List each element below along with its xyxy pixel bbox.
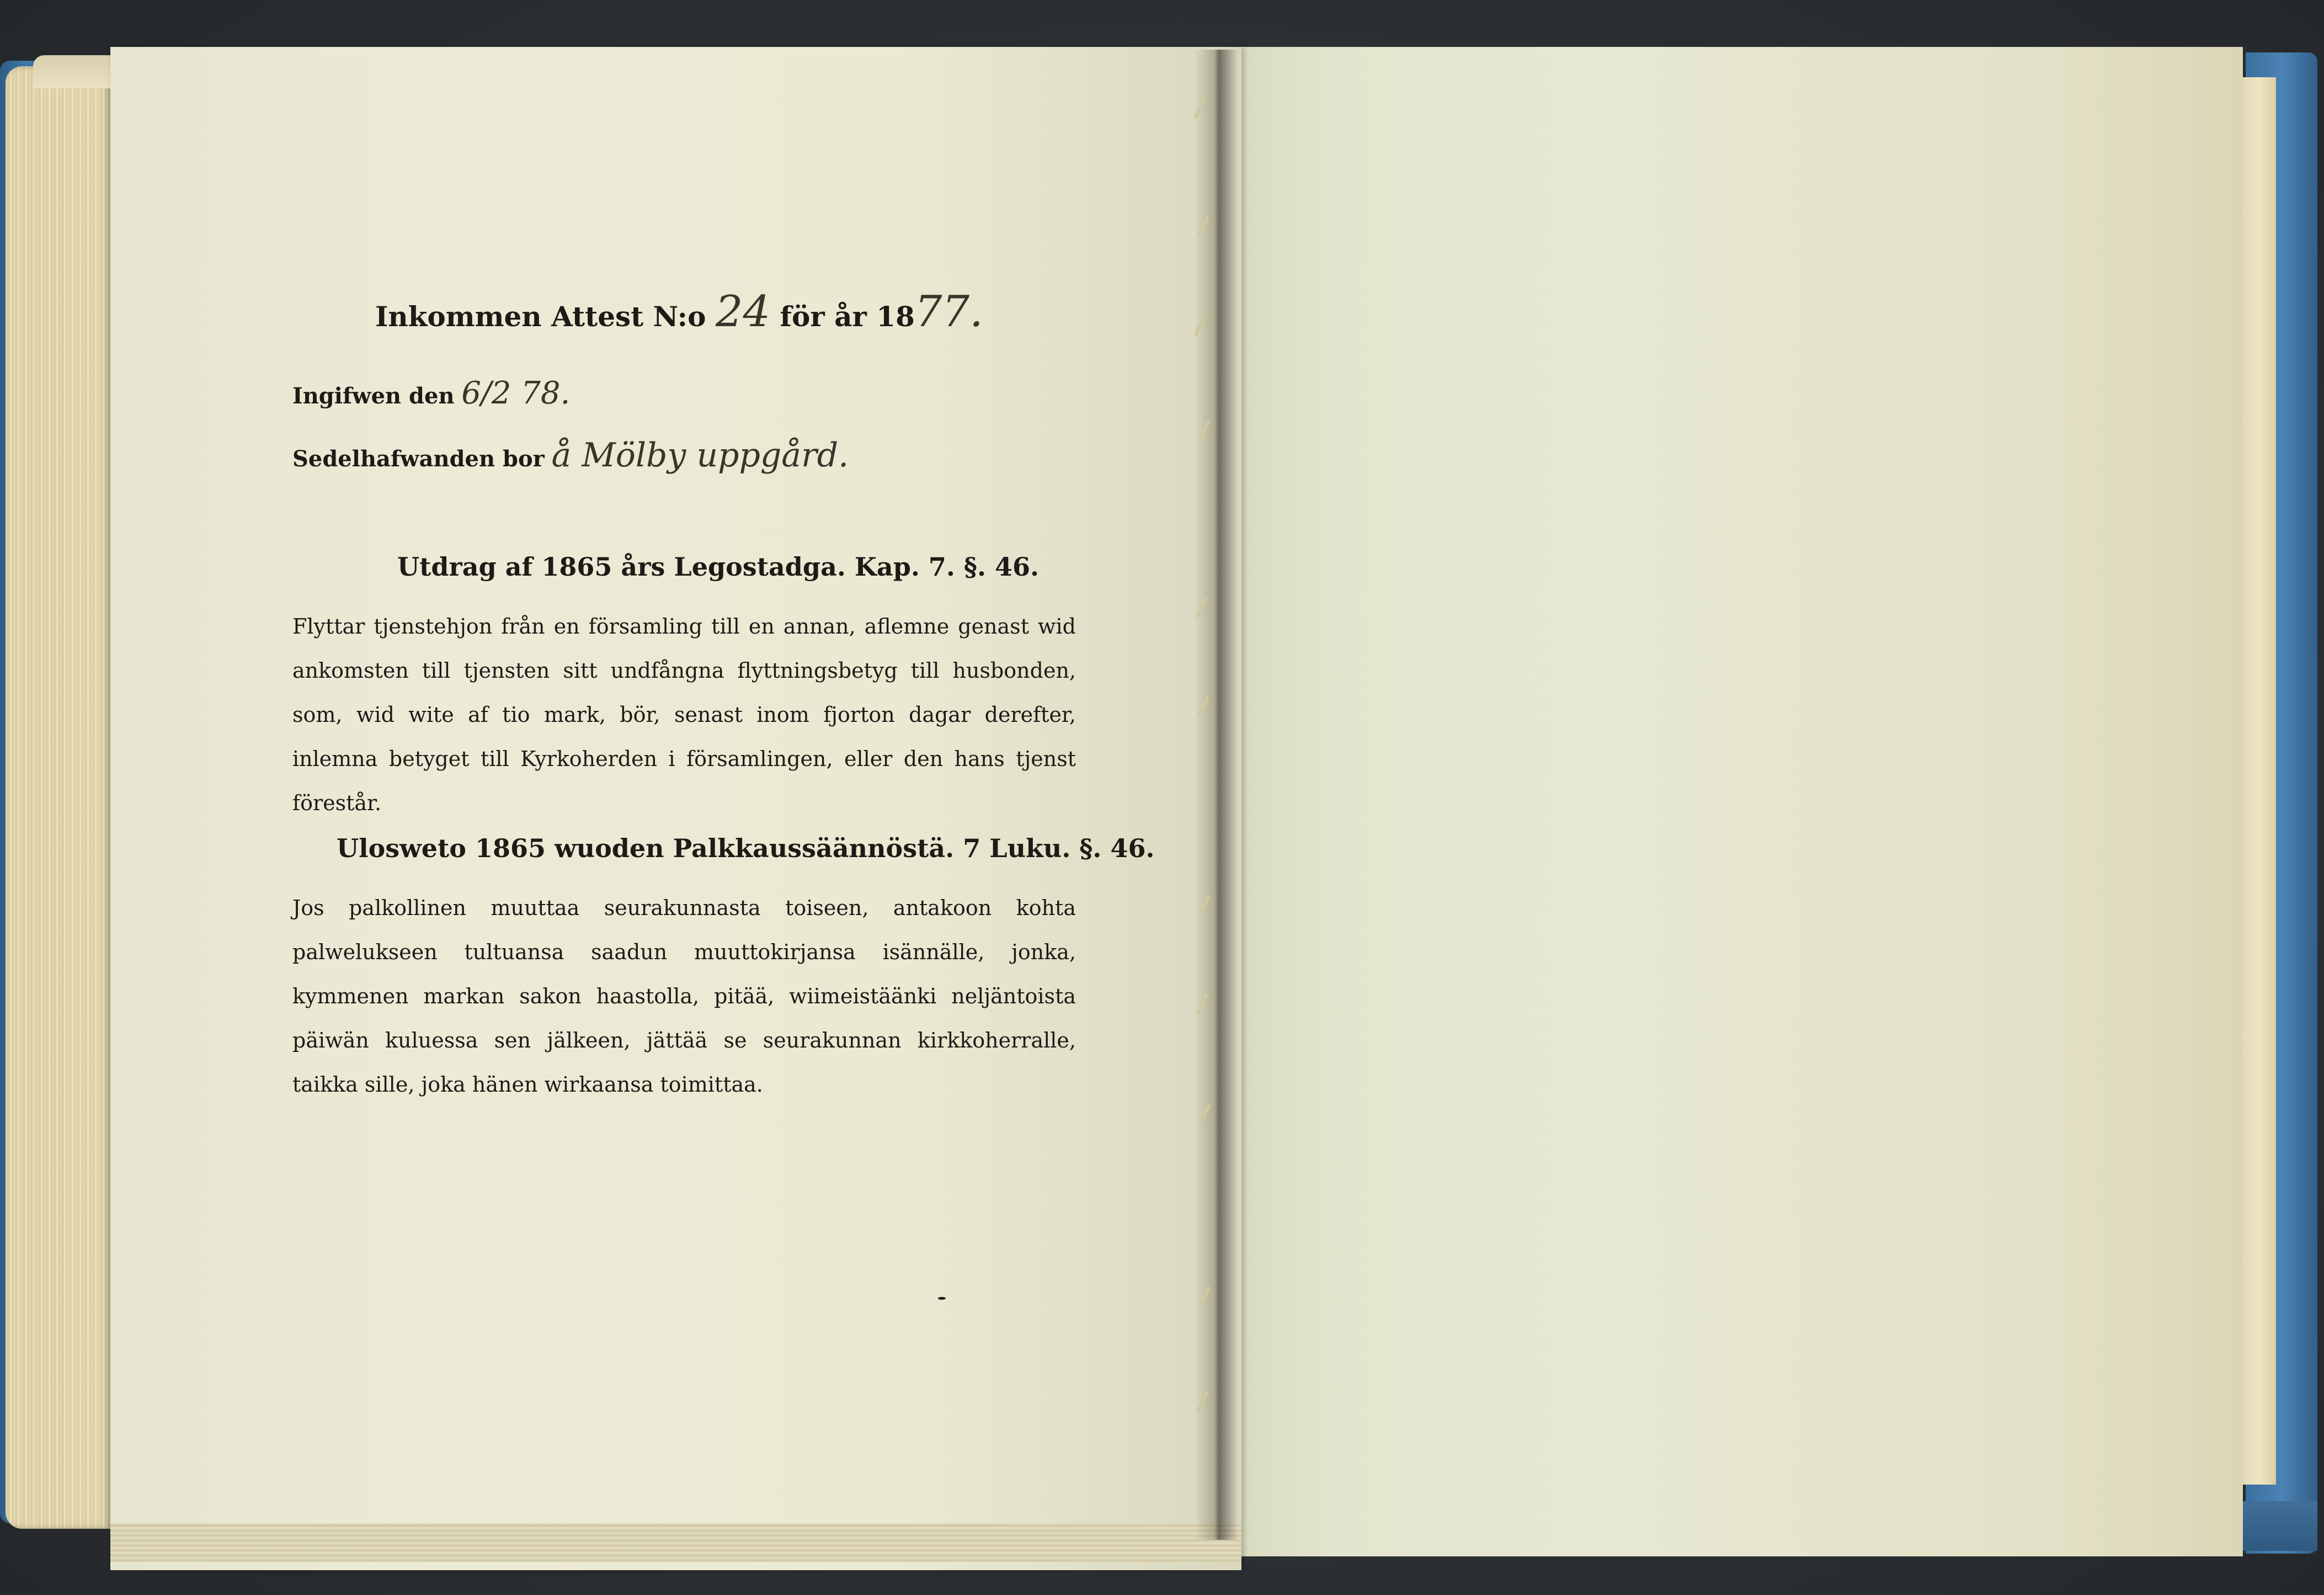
field-label: Sedelhafwanden bor xyxy=(292,446,545,472)
right-page-stack-edge xyxy=(2243,77,2276,1485)
section-heading-swedish: Utdrag af 1865 års Legostadga. Kap. 7. §. 46. xyxy=(397,552,1040,582)
handwritten-year: 77. xyxy=(914,287,983,337)
right-page-blank xyxy=(1217,47,2243,1556)
section-text-swedish: Flyttar tjenstehjon från en församling till en annan, aflemne genast wid ankomsten till tjensten sitt undfångna flyttningsbetyg till husbonden, som, wid wite af tio mark, bör, senast inom fjorton dagar derefter, inlemna betyget till Kyrkoherden i församlingen, eller den hans tjenst förestår. xyxy=(292,614,1076,815)
handwritten-date: 6/2 78. xyxy=(461,375,571,411)
field-label: Ingifwen den xyxy=(292,383,455,409)
section-text-finnish: Jos palkollinen muuttaa seurakunnasta toiseen, antakoon kohta palwelukseen tultuansa saadun muuttokirjansa isännälle, jonka, kymmenen markan sakon haastolla, pitää, wiimeistäänki neljäntoista päiwän kuluessa sen jälkeen, jättää se seurakunnan kirkkoherralle, taikka sille, joka hänen wirkaansa toimittaa. xyxy=(292,896,1076,1097)
left-page-stack-edge xyxy=(110,1523,1241,1562)
book-gutter xyxy=(1195,50,1239,1540)
title-middle: för år 18 xyxy=(780,300,915,333)
handwritten-attest-number: 24 xyxy=(715,287,771,337)
field-submitted-date xyxy=(292,375,570,411)
page-stack-left xyxy=(6,66,110,1529)
section-heading-finnish: Ulosweto 1865 wuoden Palkkaussäännöstä. 7 Luku. §. 46. xyxy=(337,833,1155,863)
title-prefix: Inkommen Attest N:o xyxy=(375,300,706,333)
form-title xyxy=(375,287,1037,337)
field-holder-residence xyxy=(292,436,849,475)
handwritten-residence: å Mölby uppgård. xyxy=(551,436,849,475)
ink-speck xyxy=(938,1297,946,1300)
